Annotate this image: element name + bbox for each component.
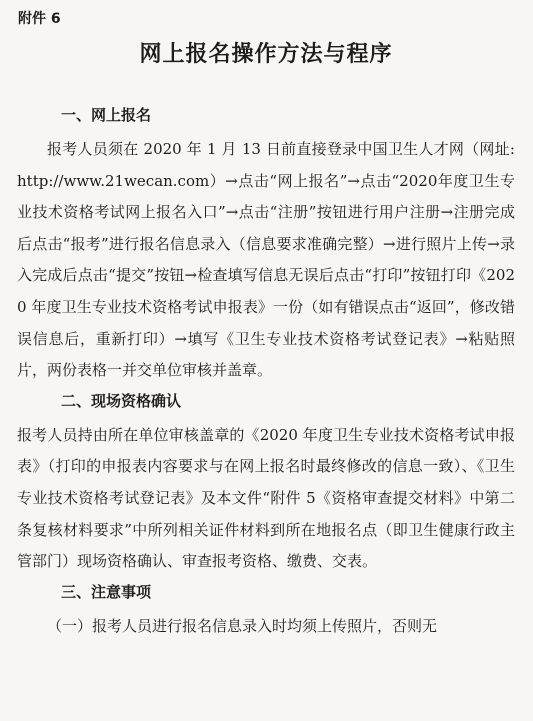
section-paragraph-onsite-confirmation: 报考人员持由所在单位审核盖章的《2020 年度卫生专业技术资格考试申报表》（打印的申报表内容要求与在网上报名时最终修改的信息一致）、《卫生专业技术资格考试登记表》及本文件“附件 5《资格审查提交材料》中第二条复核材料要求”中所列相关证件材料到所在地报名点（即卫生健康行政主管部门）现场资格确认、审查报考资格、缴费、交表。: [17, 425, 515, 571]
section-heading-online-registration: 一、网上报名: [61, 106, 152, 124]
section-paragraph-notes: （一）报考人员进行报名信息录入时均须上传照片，否则无: [47, 616, 438, 635]
attachment-label: 附件 6: [18, 11, 61, 27]
section-heading-notes: 三、注意事项: [61, 582, 152, 601]
page-title: 网上报名操作方法与程序: [139, 41, 393, 67]
section-paragraph-online-registration: 报考人员须在 2020 年 1 月 13 日前直接登录中国卫生人才网（网址: http://www.21wecan.com）→点击“网上报名”→点击“2020年度卫生专业技术资格考试网上报名入口”→点击“注册”按钮进行用户注册→注册完成后点击“报考”进行报名信息录入（信息要求准确完整）→进行照片上传→录入完成后点击“提交”按钮→检查填写信息无误后点击“打印”按钮打印《2020 年度卫生专业技术资格考试申报表》一份（如有错误点击“返回”，修改错误信息后，重新打印）→填写《卫生专业技术资格考试登记表》→粘贴照片，两份表格一并交单位审核并盖章。: [17, 140, 515, 380]
section-heading-onsite-confirmation: 二、现场资格确认: [61, 391, 182, 410]
